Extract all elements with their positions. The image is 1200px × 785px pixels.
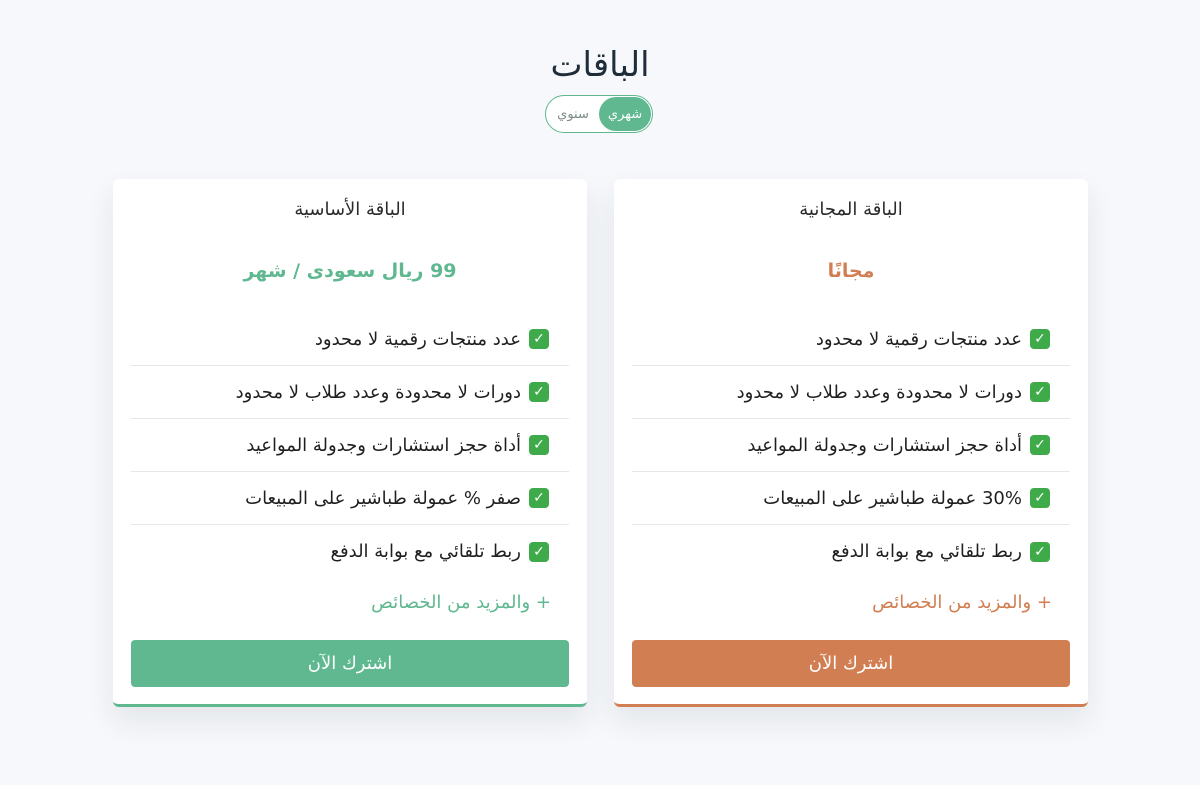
feature-item [131,313,569,366]
check-icon: ✓ [529,329,549,349]
check-icon: ✓ [529,542,549,562]
check-icon: ✓ [529,435,549,455]
check-icon: ✓ [529,488,549,508]
plan-name: الباقة المجانية [799,199,903,220]
feature-item [632,472,1070,525]
feature-text: عدد منتجات رقمية لا محدود [815,328,1022,350]
feature-text: أداة حجز استشارات وجدولة المواعيد [747,434,1022,456]
check-icon: ✓ [1030,488,1050,508]
feature-item [632,419,1070,472]
feature-item [131,366,569,419]
feature-item [131,472,569,525]
feature-item [131,525,569,578]
plan-card-basic [113,179,587,707]
toggle-yearly[interactable]: سنوي [547,97,599,131]
feature-list [632,313,1070,578]
check-icon: ✓ [1030,435,1050,455]
feature-list [131,313,569,578]
feature-item [632,366,1070,419]
feature-text: دورات لا محدودة وعدد طلاب لا محدود [736,381,1022,403]
check-icon: ✓ [1030,542,1050,562]
plan-name: الباقة الأساسية [294,199,406,220]
check-icon: ✓ [529,382,549,402]
check-icon: ✓ [1030,382,1050,402]
feature-text: صفر % عمولة طباشير على المبيعات [245,487,521,509]
toggle-monthly[interactable]: شهري [599,97,651,131]
feature-text: ربط تلقائي مع بوابة الدفع [330,541,521,562]
page-title: الباقات [550,45,650,85]
billing-period-toggle[interactable] [545,95,653,133]
feature-item [131,419,569,472]
plan-card-free [614,179,1088,707]
feature-text: دورات لا محدودة وعدد طلاب لا محدود [235,381,521,403]
feature-item [632,313,1070,366]
feature-text: أداة حجز استشارات وجدولة المواعيد [246,434,521,456]
more-features-link[interactable]: + والمزيد من الخصائص [371,592,551,613]
plan-price: 99 ريال سعودى / شهر [243,260,457,282]
check-icon: ✓ [1030,329,1050,349]
feature-text: ربط تلقائي مع بوابة الدفع [831,541,1022,562]
more-features-link[interactable]: + والمزيد من الخصائص [872,592,1052,613]
subscribe-button-basic[interactable]: اشترك الآن [131,640,569,687]
feature-text: 30% عمولة طباشير على المبيعات [763,487,1022,509]
plan-price: مجانًا [827,260,875,282]
feature-text: عدد منتجات رقمية لا محدود [314,328,521,350]
subscribe-button-free[interactable]: اشترك الآن [632,640,1070,687]
feature-item [632,525,1070,578]
